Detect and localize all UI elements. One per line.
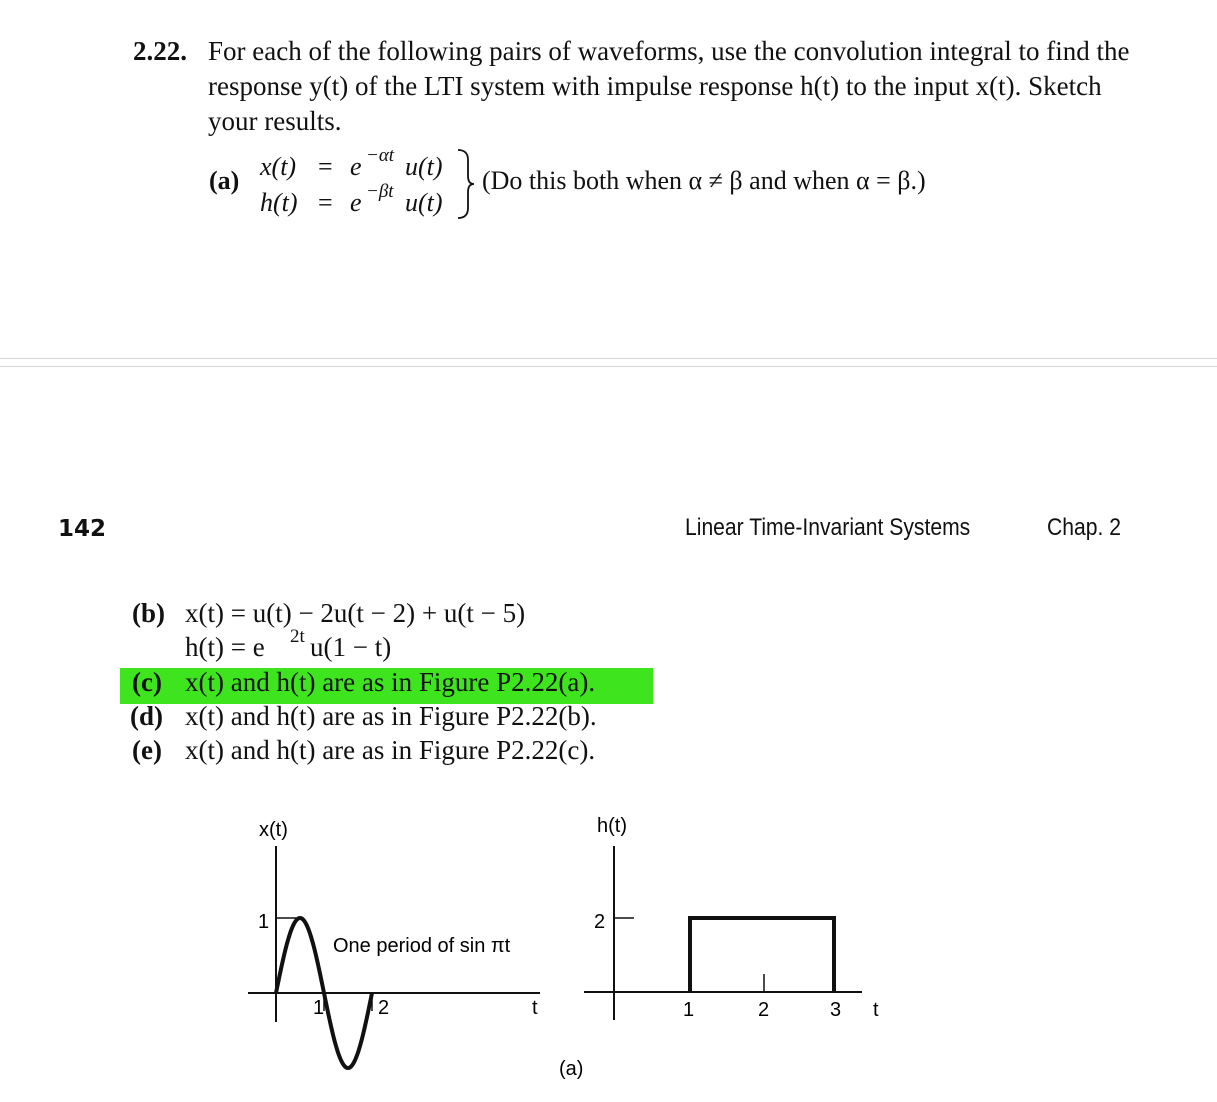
part-a-h-step: u(t) xyxy=(405,188,443,217)
h-plot-tick-label-3: 3 xyxy=(830,999,842,1021)
x-plot xyxy=(248,819,540,1068)
h-plot-tick-label-2: 2 xyxy=(758,999,770,1021)
x-plot-ylabel: x(t) xyxy=(259,819,288,841)
page-separator-top xyxy=(0,358,1217,359)
problem-line-1: For each of the following pairs of waveforms, use the convolution integral to find the xyxy=(208,36,1130,66)
h-plot xyxy=(584,815,879,1021)
figure-caption: (a) xyxy=(559,1058,584,1080)
problem-number: 2.22. xyxy=(133,36,187,66)
running-title: Linear Time-Invariant Systems xyxy=(685,514,971,541)
part-c-label: (c) xyxy=(132,667,162,697)
part-c-text: x(t) and h(t) are as in Figure P2.22(a). xyxy=(185,667,596,697)
part-a-x-base: e xyxy=(350,152,362,181)
part-a-x-eq: = xyxy=(318,152,333,181)
part-a-h-eq: = xyxy=(318,188,333,217)
x-plot-amp-label: 1 xyxy=(258,911,270,933)
part-b-label: (b) xyxy=(132,598,165,628)
page-number: 142 xyxy=(58,516,107,542)
part-d-label: (d) xyxy=(130,701,163,731)
x-plot-tick-label-1: 1 xyxy=(313,997,325,1019)
problem-line-2: response y(t) of the LTI system with impulse response h(t) to the input x(t). Sketch xyxy=(208,71,1102,101)
figure-p2-22a xyxy=(0,800,1217,1102)
curly-brace-icon xyxy=(454,148,478,220)
part-e-label: (e) xyxy=(132,735,162,765)
h-plot-pulse xyxy=(690,918,834,992)
h-plot-amp-label: 2 xyxy=(594,911,606,933)
part-a-h-lhs: h(t) xyxy=(260,188,298,217)
part-a-h-base: e xyxy=(350,188,362,217)
part-a-h-exponent: −βt xyxy=(366,181,394,202)
part-a-x-step: u(t) xyxy=(405,152,443,181)
part-a-x-lhs: x(t) xyxy=(260,152,297,181)
h-plot-xlabel: t xyxy=(873,999,879,1021)
part-a-x-exponent: −αt xyxy=(366,145,395,166)
h-plot-ylabel: h(t) xyxy=(597,815,627,837)
chapter-label: Chap. 2 xyxy=(1047,514,1121,541)
part-b-h-exponent: 2t xyxy=(290,626,305,647)
problem-line-3: your results. xyxy=(208,106,342,136)
page-separator-bottom xyxy=(0,366,1217,367)
part-a-note: (Do this both when α ≠ β and when α = β.) xyxy=(482,166,926,195)
x-plot-xlabel: t xyxy=(532,997,538,1019)
part-b-h-lhs: h(t) = e xyxy=(185,632,265,662)
part-b-h-rhs: u(1 − t) xyxy=(310,632,392,662)
part-a-label: (a) xyxy=(209,166,240,195)
x-plot-tick-label-2: 2 xyxy=(378,997,390,1019)
part-d-text: x(t) and h(t) are as in Figure P2.22(b). xyxy=(185,701,597,731)
part-b-x-equation: x(t) = u(t) − 2u(t − 2) + u(t − 5) xyxy=(185,598,526,628)
x-plot-annotation: One period of sin πt xyxy=(333,935,511,957)
h-plot-tick-label-1: 1 xyxy=(683,999,695,1021)
part-e-text: x(t) and h(t) are as in Figure P2.22(c). xyxy=(185,735,596,765)
